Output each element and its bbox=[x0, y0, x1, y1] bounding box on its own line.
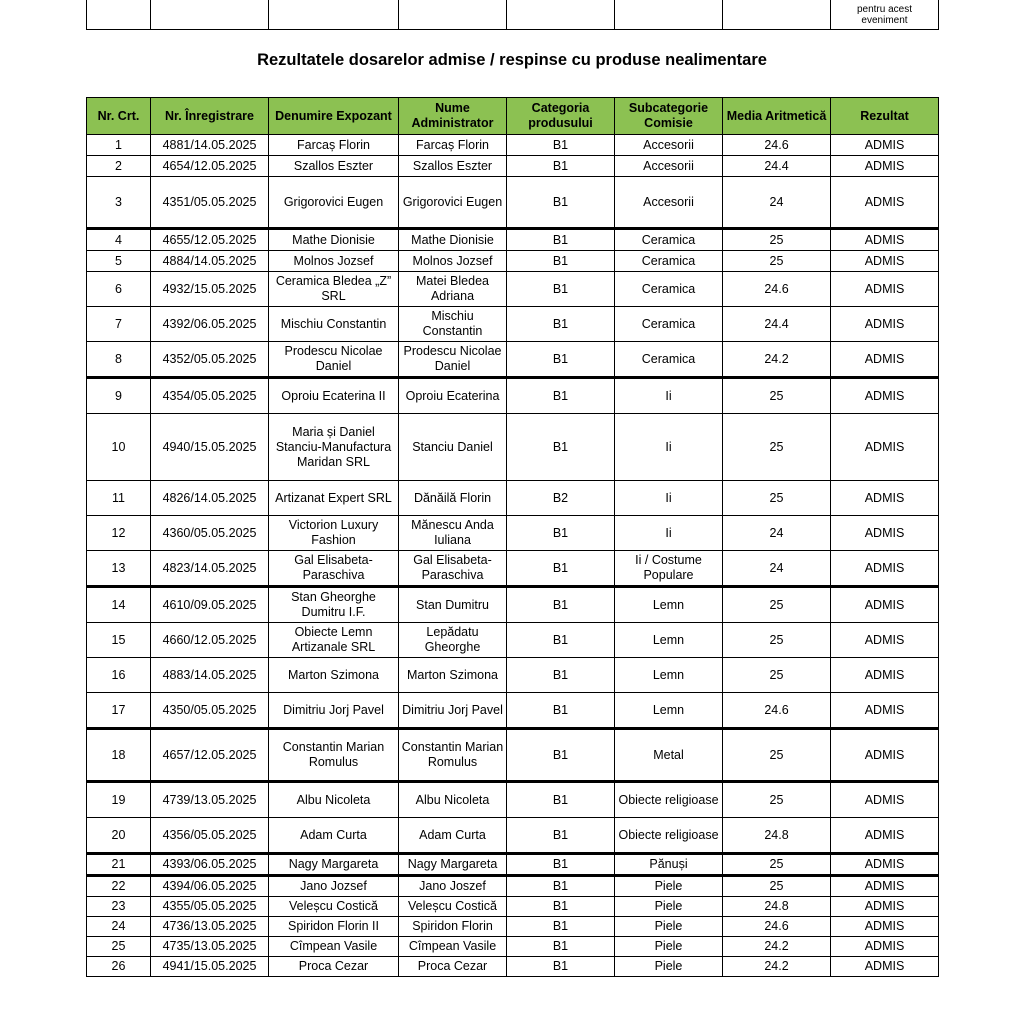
table-row bbox=[87, 957, 939, 977]
cell-rezultat: ADMIS bbox=[831, 818, 939, 854]
cell-media: 25 bbox=[723, 876, 831, 897]
cell-media: 24.2 bbox=[723, 937, 831, 957]
cell-nume-administrator: Gal Elisabeta-Paraschiva bbox=[399, 551, 507, 587]
cell-rezultat: ADMIS bbox=[831, 378, 939, 414]
cell-denumire-expozant: Nagy Margareta bbox=[269, 854, 399, 876]
cell-media: 25 bbox=[723, 414, 831, 481]
cell-nume-administrator: Farcaș Florin bbox=[399, 135, 507, 156]
cell-rezultat: ADMIS bbox=[831, 782, 939, 818]
cell-nume-administrator: Cîmpean Vasile bbox=[399, 937, 507, 957]
cell-rezultat: ADMIS bbox=[831, 156, 939, 177]
cell-nume-administrator: Matei Bledea Adriana bbox=[399, 272, 507, 307]
cell-denumire-expozant: Ceramica Bledea „Z” SRL bbox=[269, 272, 399, 307]
cell-nr: 17 bbox=[87, 693, 151, 729]
cell-nr: 18 bbox=[87, 729, 151, 782]
cell-nume-administrator: Dănăilă Florin bbox=[399, 481, 507, 516]
table-row bbox=[87, 818, 939, 854]
cell-media: 25 bbox=[723, 229, 831, 251]
table-row bbox=[87, 693, 939, 729]
cell-categoria: B1 bbox=[507, 957, 615, 977]
header-media-aritmetica: Media Aritmetică bbox=[723, 98, 831, 135]
cell-nr: 23 bbox=[87, 897, 151, 917]
cell-nume-administrator: Albu Nicoleta bbox=[399, 782, 507, 818]
cell-nr: 11 bbox=[87, 481, 151, 516]
cell-nume-administrator: Prodescu Nicolae Daniel bbox=[399, 342, 507, 378]
cell-rezultat: ADMIS bbox=[831, 251, 939, 272]
table-row bbox=[87, 917, 939, 937]
cell-rezultat: ADMIS bbox=[831, 917, 939, 937]
cell-media: 24.2 bbox=[723, 342, 831, 378]
cell-nr: 16 bbox=[87, 658, 151, 693]
cell-nr-inregistrare: 4392/06.05.2025 bbox=[151, 307, 269, 342]
cell-subcategorie: Accesorii bbox=[615, 156, 723, 177]
cell-media: 24 bbox=[723, 177, 831, 229]
cell-categoria: B1 bbox=[507, 272, 615, 307]
cell-rezultat: ADMIS bbox=[831, 307, 939, 342]
cell-rezultat: ADMIS bbox=[831, 623, 939, 658]
table-row bbox=[87, 272, 939, 307]
cell-media: 24.2 bbox=[723, 957, 831, 977]
cell-nume-administrator: Mischiu Constantin bbox=[399, 307, 507, 342]
cell-nume-administrator: Proca Cezar bbox=[399, 957, 507, 977]
table-row bbox=[87, 937, 939, 957]
cell-media: 25 bbox=[723, 378, 831, 414]
cell-subcategorie: Lemn bbox=[615, 587, 723, 623]
cell-subcategorie: Ceramica bbox=[615, 342, 723, 378]
cell-denumire-expozant: Jano Jozsef bbox=[269, 876, 399, 897]
cell-categoria: B1 bbox=[507, 307, 615, 342]
cell-nume-administrator: Stanciu Daniel bbox=[399, 414, 507, 481]
table-row bbox=[87, 854, 939, 876]
cell-nr: 3 bbox=[87, 177, 151, 229]
cell-subcategorie: Lemn bbox=[615, 693, 723, 729]
cell-media: 24 bbox=[723, 516, 831, 551]
cell-nr-inregistrare: 4356/05.05.2025 bbox=[151, 818, 269, 854]
cell-nume-administrator: Adam Curta bbox=[399, 818, 507, 854]
cell-media: 24.6 bbox=[723, 135, 831, 156]
cell-rezultat: ADMIS bbox=[831, 693, 939, 729]
cell-nr-inregistrare: 4881/14.05.2025 bbox=[151, 135, 269, 156]
cell-nume-administrator: Oproiu Ecaterina bbox=[399, 378, 507, 414]
cell-nr-inregistrare: 4394/06.05.2025 bbox=[151, 876, 269, 897]
cell-denumire-expozant: Gal Elisabeta-Paraschiva bbox=[269, 551, 399, 587]
cell-nr: 9 bbox=[87, 378, 151, 414]
cell-nr: 4 bbox=[87, 229, 151, 251]
cell-rezultat: ADMIS bbox=[831, 587, 939, 623]
cell-nume-administrator: Lepădatu Gheorghe bbox=[399, 623, 507, 658]
table-row bbox=[87, 623, 939, 658]
cell-media: 25 bbox=[723, 854, 831, 876]
header-subcategorie-comisie: Subcategorie Comisie bbox=[615, 98, 723, 135]
cell-categoria: B1 bbox=[507, 587, 615, 623]
cell-subcategorie: Ii bbox=[615, 414, 723, 481]
cell-nr: 1 bbox=[87, 135, 151, 156]
cell-denumire-expozant: Farcaș Florin bbox=[269, 135, 399, 156]
cell-categoria: B1 bbox=[507, 782, 615, 818]
cell-categoria: B1 bbox=[507, 854, 615, 876]
table-row bbox=[87, 156, 939, 177]
cell-subcategorie: Lemn bbox=[615, 658, 723, 693]
table-row bbox=[87, 481, 939, 516]
cell-subcategorie: Metal bbox=[615, 729, 723, 782]
cell-categoria: B1 bbox=[507, 551, 615, 587]
results-table bbox=[86, 97, 939, 977]
cell-nr: 10 bbox=[87, 414, 151, 481]
cell-rezultat: ADMIS bbox=[831, 229, 939, 251]
cell-nr: 2 bbox=[87, 156, 151, 177]
cell-nr: 22 bbox=[87, 876, 151, 897]
cell-categoria: B1 bbox=[507, 156, 615, 177]
cell-nume-administrator: Mănescu Anda Iuliana bbox=[399, 516, 507, 551]
page-title: Rezultatele dosarelor admise / respinse cu produse nealimentare bbox=[257, 51, 767, 69]
cell-subcategorie: Piele bbox=[615, 876, 723, 897]
cell-nr-inregistrare: 4351/05.05.2025 bbox=[151, 177, 269, 229]
cell-subcategorie: Lemn bbox=[615, 623, 723, 658]
cell-subcategorie: Ii bbox=[615, 481, 723, 516]
cell-media: 24.6 bbox=[723, 693, 831, 729]
cell-categoria: B1 bbox=[507, 251, 615, 272]
cell-media: 25 bbox=[723, 587, 831, 623]
cell-nume-administrator: Nagy Margareta bbox=[399, 854, 507, 876]
header-nr-crt: Nr. Crt. bbox=[87, 98, 151, 135]
cell-categoria: B1 bbox=[507, 897, 615, 917]
cell-rezultat: ADMIS bbox=[831, 516, 939, 551]
cell-nr-inregistrare: 4352/05.05.2025 bbox=[151, 342, 269, 378]
previous-table-fragment bbox=[86, 0, 939, 30]
cell-nume-administrator: Constantin Marian Romulus bbox=[399, 729, 507, 782]
table-row bbox=[87, 307, 939, 342]
cell-nr: 15 bbox=[87, 623, 151, 658]
cell-media: 25 bbox=[723, 251, 831, 272]
cell-nr: 7 bbox=[87, 307, 151, 342]
cell-denumire-expozant: Cîmpean Vasile bbox=[269, 937, 399, 957]
cell-subcategorie: Ii / Costume Populare bbox=[615, 551, 723, 587]
cell-nr: 24 bbox=[87, 917, 151, 937]
header-categoria-produsului: Categoria produsului bbox=[507, 98, 615, 135]
cell-nr: 6 bbox=[87, 272, 151, 307]
header-nume-administrator: Nume Administrator bbox=[399, 98, 507, 135]
cell-denumire-expozant: Spiridon Florin II bbox=[269, 917, 399, 937]
cell-nume-administrator: Dimitriu Jorj Pavel bbox=[399, 693, 507, 729]
header-nr-inregistrare: Nr. Înregistrare bbox=[151, 98, 269, 135]
header-row bbox=[87, 98, 939, 135]
cell-nr-inregistrare: 4736/13.05.2025 bbox=[151, 917, 269, 937]
cell-nr-inregistrare: 4355/05.05.2025 bbox=[151, 897, 269, 917]
cell-media: 25 bbox=[723, 623, 831, 658]
cell-rezultat: ADMIS bbox=[831, 957, 939, 977]
cell-nr: 8 bbox=[87, 342, 151, 378]
cell-categoria: B1 bbox=[507, 516, 615, 551]
cell-rezultat: ADMIS bbox=[831, 854, 939, 876]
table-row bbox=[87, 551, 939, 587]
cell-categoria: B1 bbox=[507, 414, 615, 481]
cell-nr-inregistrare: 4610/09.05.2025 bbox=[151, 587, 269, 623]
cell-nr-inregistrare: 4660/12.05.2025 bbox=[151, 623, 269, 658]
cell-rezultat: ADMIS bbox=[831, 414, 939, 481]
cell-nr-inregistrare: 4739/13.05.2025 bbox=[151, 782, 269, 818]
cell-nr-inregistrare: 4735/13.05.2025 bbox=[151, 937, 269, 957]
cell-denumire-expozant: Marton Szimona bbox=[269, 658, 399, 693]
cell-denumire-expozant: Mathe Dionisie bbox=[269, 229, 399, 251]
table-row bbox=[87, 587, 939, 623]
cell-subcategorie: Ceramica bbox=[615, 307, 723, 342]
cell-denumire-expozant: Proca Cezar bbox=[269, 957, 399, 977]
cell-categoria: B1 bbox=[507, 177, 615, 229]
cell-categoria: B1 bbox=[507, 378, 615, 414]
note-cell: pentru acest eveniment bbox=[831, 0, 939, 30]
table-row bbox=[87, 342, 939, 378]
table-row bbox=[87, 876, 939, 897]
cell-subcategorie: Obiecte religioase bbox=[615, 818, 723, 854]
cell-media: 25 bbox=[723, 481, 831, 516]
cell-nr: 26 bbox=[87, 957, 151, 977]
cell-subcategorie: Ceramica bbox=[615, 251, 723, 272]
cell-denumire-expozant: Grigorovici Eugen bbox=[269, 177, 399, 229]
cell-nr: 13 bbox=[87, 551, 151, 587]
cell-nume-administrator: Jano Joszef bbox=[399, 876, 507, 897]
cell-nr-inregistrare: 4823/14.05.2025 bbox=[151, 551, 269, 587]
header-denumire-expozant: Denumire Expozant bbox=[269, 98, 399, 135]
cell-subcategorie: Ii bbox=[615, 378, 723, 414]
cell-rezultat: ADMIS bbox=[831, 342, 939, 378]
cell-categoria: B1 bbox=[507, 729, 615, 782]
table-row bbox=[87, 229, 939, 251]
cell-rezultat: ADMIS bbox=[831, 272, 939, 307]
cell-denumire-expozant: Veleșcu Costică bbox=[269, 897, 399, 917]
cell-nr-inregistrare: 4883/14.05.2025 bbox=[151, 658, 269, 693]
cell-denumire-expozant: Maria și Daniel Stanciu-Manufactura Maridan SRL bbox=[269, 414, 399, 481]
cell-categoria: B2 bbox=[507, 481, 615, 516]
cell-denumire-expozant: Stan Gheorghe Dumitru I.F. bbox=[269, 587, 399, 623]
cell-subcategorie: Piele bbox=[615, 937, 723, 957]
cell-rezultat: ADMIS bbox=[831, 481, 939, 516]
cell-nr-inregistrare: 4655/12.05.2025 bbox=[151, 229, 269, 251]
cell-categoria: B1 bbox=[507, 693, 615, 729]
cell-nr-inregistrare: 4354/05.05.2025 bbox=[151, 378, 269, 414]
cell-denumire-expozant: Victorion Luxury Fashion bbox=[269, 516, 399, 551]
cell-denumire-expozant: Mischiu Constantin bbox=[269, 307, 399, 342]
table-row bbox=[87, 414, 939, 481]
cell-subcategorie: Accesorii bbox=[615, 177, 723, 229]
cell-rezultat: ADMIS bbox=[831, 551, 939, 587]
cell-denumire-expozant: Molnos Jozsef bbox=[269, 251, 399, 272]
table-row bbox=[87, 251, 939, 272]
cell-categoria: B1 bbox=[507, 623, 615, 658]
cell-categoria: B1 bbox=[507, 876, 615, 897]
table-row bbox=[87, 0, 939, 30]
cell-subcategorie: Ceramica bbox=[615, 272, 723, 307]
cell-media: 25 bbox=[723, 658, 831, 693]
table-row bbox=[87, 897, 939, 917]
cell-subcategorie: Obiecte religioase bbox=[615, 782, 723, 818]
cell-denumire-expozant: Albu Nicoleta bbox=[269, 782, 399, 818]
cell-nr: 25 bbox=[87, 937, 151, 957]
cell-subcategorie: Piele bbox=[615, 957, 723, 977]
cell-denumire-expozant: Constantin Marian Romulus bbox=[269, 729, 399, 782]
cell-nr-inregistrare: 4940/15.05.2025 bbox=[151, 414, 269, 481]
cell-media: 24.6 bbox=[723, 272, 831, 307]
cell-denumire-expozant: Szallos Eszter bbox=[269, 156, 399, 177]
cell-rezultat: ADMIS bbox=[831, 729, 939, 782]
table-row bbox=[87, 516, 939, 551]
cell-nume-administrator: Mathe Dionisie bbox=[399, 229, 507, 251]
cell-nr-inregistrare: 4393/06.05.2025 bbox=[151, 854, 269, 876]
cell-subcategorie: Accesorii bbox=[615, 135, 723, 156]
cell-media: 25 bbox=[723, 729, 831, 782]
cell-media: 24 bbox=[723, 551, 831, 587]
cell-denumire-expozant: Prodescu Nicolae Daniel bbox=[269, 342, 399, 378]
cell-rezultat: ADMIS bbox=[831, 876, 939, 897]
cell-nr: 14 bbox=[87, 587, 151, 623]
cell-categoria: B1 bbox=[507, 818, 615, 854]
cell-nr: 21 bbox=[87, 854, 151, 876]
cell-nr-inregistrare: 4654/12.05.2025 bbox=[151, 156, 269, 177]
table-row bbox=[87, 378, 939, 414]
cell-nr-inregistrare: 4884/14.05.2025 bbox=[151, 251, 269, 272]
cell-categoria: B1 bbox=[507, 135, 615, 156]
cell-nume-administrator: Szallos Eszter bbox=[399, 156, 507, 177]
cell-nume-administrator: Grigorovici Eugen bbox=[399, 177, 507, 229]
cell-subcategorie: Piele bbox=[615, 917, 723, 937]
cell-nume-administrator: Spiridon Florin bbox=[399, 917, 507, 937]
cell-rezultat: ADMIS bbox=[831, 177, 939, 229]
table-row bbox=[87, 782, 939, 818]
cell-nume-administrator: Molnos Jozsef bbox=[399, 251, 507, 272]
cell-categoria: B1 bbox=[507, 658, 615, 693]
cell-rezultat: ADMIS bbox=[831, 135, 939, 156]
cell-rezultat: ADMIS bbox=[831, 897, 939, 917]
cell-denumire-expozant: Oproiu Ecaterina II bbox=[269, 378, 399, 414]
cell-denumire-expozant: Artizanat Expert SRL bbox=[269, 481, 399, 516]
cell-nr-inregistrare: 4941/15.05.2025 bbox=[151, 957, 269, 977]
cell-rezultat: ADMIS bbox=[831, 937, 939, 957]
table-row bbox=[87, 658, 939, 693]
cell-media: 24.8 bbox=[723, 897, 831, 917]
cell-nume-administrator: Veleșcu Costică bbox=[399, 897, 507, 917]
cell-categoria: B1 bbox=[507, 342, 615, 378]
cell-media: 24.6 bbox=[723, 917, 831, 937]
table-row bbox=[87, 135, 939, 156]
cell-nr: 5 bbox=[87, 251, 151, 272]
cell-subcategorie: Ceramica bbox=[615, 229, 723, 251]
cell-media: 24.4 bbox=[723, 156, 831, 177]
cell-nr: 12 bbox=[87, 516, 151, 551]
cell-nr-inregistrare: 4657/12.05.2025 bbox=[151, 729, 269, 782]
cell-categoria: B1 bbox=[507, 917, 615, 937]
cell-nr-inregistrare: 4350/05.05.2025 bbox=[151, 693, 269, 729]
cell-subcategorie: Pănuși bbox=[615, 854, 723, 876]
cell-media: 24.8 bbox=[723, 818, 831, 854]
cell-media: 24.4 bbox=[723, 307, 831, 342]
cell-nr: 20 bbox=[87, 818, 151, 854]
cell-denumire-expozant: Dimitriu Jorj Pavel bbox=[269, 693, 399, 729]
cell-subcategorie: Piele bbox=[615, 897, 723, 917]
cell-nume-administrator: Stan Dumitru bbox=[399, 587, 507, 623]
cell-nr-inregistrare: 4360/05.05.2025 bbox=[151, 516, 269, 551]
cell-subcategorie: Ii bbox=[615, 516, 723, 551]
cell-categoria: B1 bbox=[507, 229, 615, 251]
cell-nr-inregistrare: 4826/14.05.2025 bbox=[151, 481, 269, 516]
cell-denumire-expozant: Adam Curta bbox=[269, 818, 399, 854]
cell-denumire-expozant: Obiecte Lemn Artizanale SRL bbox=[269, 623, 399, 658]
cell-nr: 19 bbox=[87, 782, 151, 818]
cell-nr-inregistrare: 4932/15.05.2025 bbox=[151, 272, 269, 307]
cell-nume-administrator: Marton Szimona bbox=[399, 658, 507, 693]
cell-rezultat: ADMIS bbox=[831, 658, 939, 693]
table-row bbox=[87, 177, 939, 229]
cell-categoria: B1 bbox=[507, 937, 615, 957]
table-row bbox=[87, 729, 939, 782]
cell-media: 25 bbox=[723, 782, 831, 818]
header-rezultat: Rezultat bbox=[831, 98, 939, 135]
